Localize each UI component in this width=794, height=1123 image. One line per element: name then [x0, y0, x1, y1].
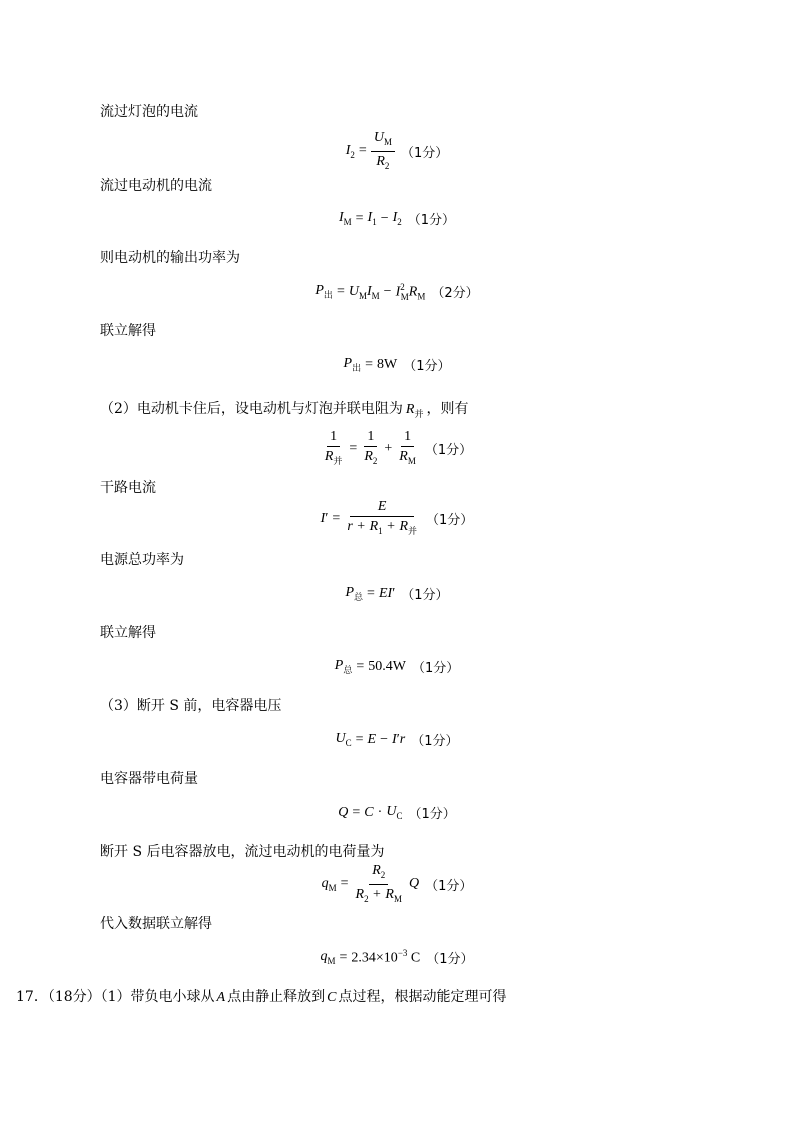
question-17-line: 17．（18分）（1）带负电小球从 A 点由静止释放到 C 点过程，根据动能定理可得 [16, 989, 507, 1005]
text-line: （2）电动机卡住后，设电动机与灯泡并联电阻为 $R_并$ ，则有 [100, 401, 469, 419]
equation: $P_出$ = 8W （1分） [343, 356, 451, 375]
points-label: （1分） [400, 145, 449, 161]
text-line: 电容器带电荷量 [100, 771, 198, 787]
equation: $P_总$ = EI′ （1分） [345, 585, 449, 604]
fraction: $\frac{1}{R_2}$ [364, 429, 378, 466]
points-label: （1分） [425, 878, 473, 894]
equation: $P_总$ = 50.4W （1分） [334, 658, 460, 677]
text-line: 电源总功率为 [100, 552, 184, 568]
points-label: （1分） [403, 359, 451, 375]
points-label: （1分） [407, 213, 456, 228]
equation [0, 130, 794, 173]
fraction: $\frac{R_2}{R_2 + R_M}$ [355, 863, 402, 904]
equals-sign: = [358, 143, 367, 159]
fraction: $\frac{E}{r + R_1 + R_并}$ [347, 499, 418, 536]
equation: Q = C · $U_C$ （1分） [338, 804, 456, 822]
equation: $I_M$ = $I_1$ − $I_2$ （1分） [338, 210, 456, 228]
fraction: $\frac{1}{R_并}$ [324, 429, 343, 466]
points-label: （1分） [401, 588, 449, 604]
equation: $q_M$ = $\frac{R_2}{R_2 + R_M}$ Q （1分） [321, 863, 473, 904]
points-label: （1分） [426, 952, 474, 967]
text-line: 联立解得 [100, 323, 156, 339]
symbol: $I_2$ [345, 142, 355, 160]
points-label: （1分） [408, 807, 456, 822]
equation: $U_C$ = E − I′r （1分） [335, 731, 459, 749]
equation: I′ = $\frac{E}{r + R_1 + R_并}$ （1分） [320, 499, 474, 536]
points-label: （1分） [411, 734, 459, 749]
fraction: $\frac{U_M}{R_2}$ [371, 130, 395, 173]
points-label: （1分） [411, 661, 460, 677]
text-line: 联立解得 [100, 625, 156, 641]
text-line: 流过电动机的电流 [100, 178, 212, 194]
equation: $P_出$ = $U_MI_M$ − $I^2_MR_M$ （2分） [315, 282, 479, 302]
text-line: 代入数据联立解得 [100, 916, 212, 932]
text-line: （3）断开 S 前，电容器电压 [100, 698, 282, 714]
text-line: 则电动机的输出功率为 [100, 250, 240, 266]
points-label: （2分） [431, 286, 479, 302]
equation: $q_M$ = $2.34\times 10^{-3}$ C （1分） [320, 948, 474, 967]
text-line: 断开 S 后电容器放电，流过电动机的电荷量为 [100, 844, 385, 860]
text-line: 流过灯泡的电流 [100, 104, 198, 120]
text-line: 干路电流 [100, 480, 156, 496]
points-label: （1分） [426, 513, 474, 529]
equation: $\frac{1}{R_并}$ = $\frac{1}{R_2}$ + $\frac{1}{R_M}$ （1分） [0, 428, 794, 468]
fraction: $\frac{1}{R_M}$ [399, 429, 416, 466]
points-label: （1分） [424, 443, 473, 459]
